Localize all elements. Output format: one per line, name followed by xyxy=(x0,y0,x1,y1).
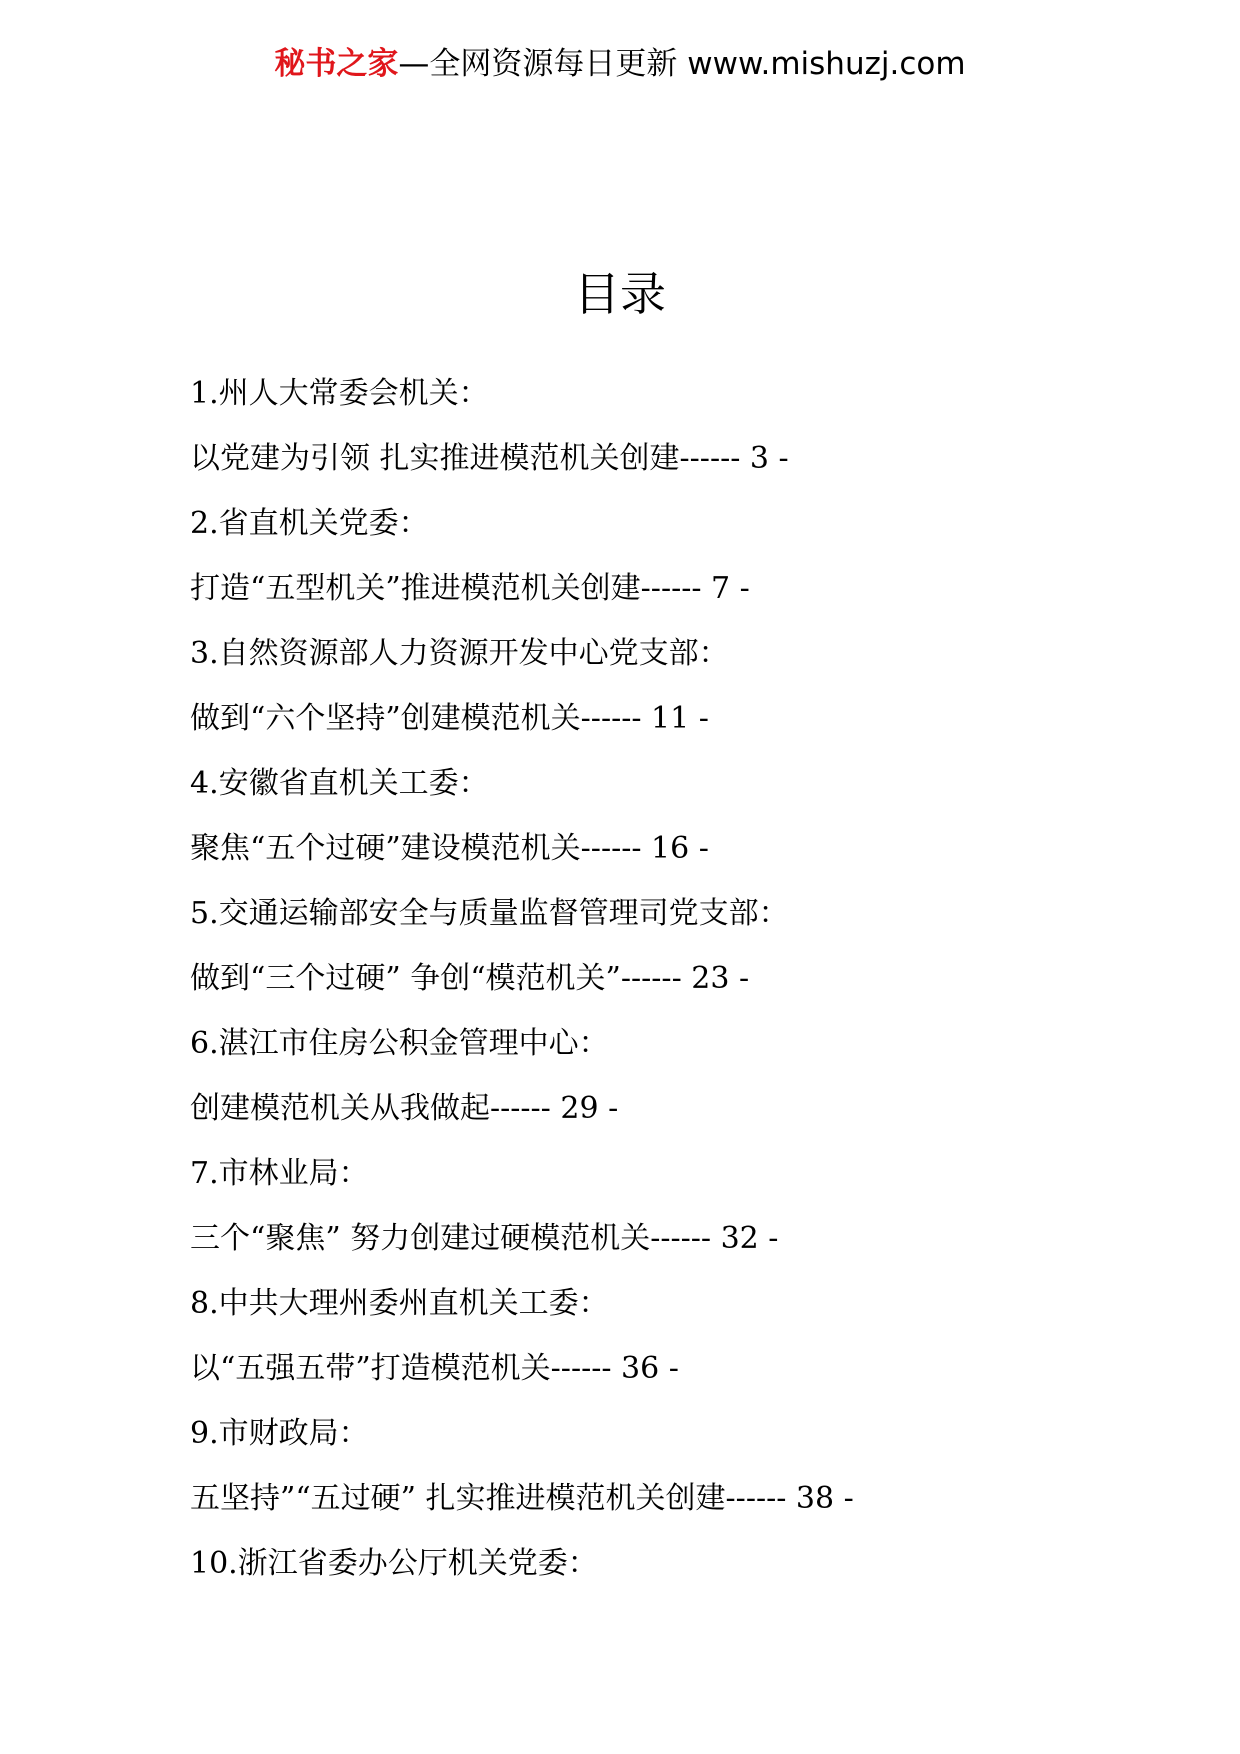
toc-org-2: 2.省直机关党委： xyxy=(190,506,429,541)
table-of-contents xyxy=(190,372,1190,1607)
toc-entry-7[interactable]: 三个“聚焦” 努力创建过硬模范机关------ 32 - xyxy=(190,1221,779,1256)
site-header xyxy=(0,42,1240,86)
toc-org-9: 9.市财政局： xyxy=(190,1416,369,1451)
toc-entry-1[interactable]: 以党建为引领 扎实推进模范机关创建------ 3 - xyxy=(190,441,789,476)
toc-org-8: 8.中共大理州委州直机关工委： xyxy=(190,1286,609,1321)
toc-org-7: 7.市林业局： xyxy=(190,1156,369,1191)
toc-org-4: 4.安徽省直机关工委： xyxy=(190,766,489,801)
toc-org-3: 3.自然资源部人力资源开发中心党支部： xyxy=(190,636,729,671)
toc-entry-2[interactable]: 打造“五型机关”推进模范机关创建------ 7 - xyxy=(190,571,750,606)
toc-org-1: 1.州人大常委会机关： xyxy=(190,376,489,411)
toc-entry-4[interactable]: 聚焦“五个过硬”建设模范机关------ 16 - xyxy=(190,831,709,866)
toc-entry-9[interactable]: 五坚持”“五过硬” 扎实推进模范机关创建------ 38 - xyxy=(190,1481,854,1516)
toc-org-10: 10.浙江省委办公厅机关党委： xyxy=(190,1546,598,1581)
page-title: 目录 xyxy=(574,267,666,321)
toc-entry-6[interactable]: 创建模范机关从我做起------ 29 - xyxy=(190,1091,619,1126)
site-tagline: —全网资源每日更新 www.mishuzj.com xyxy=(398,46,966,82)
toc-org-6: 6.湛江市住房公积金管理中心： xyxy=(190,1026,609,1061)
site-brand: 秘书之家 xyxy=(274,46,399,82)
toc-entry-3[interactable]: 做到“六个坚持”创建模范机关------ 11 - xyxy=(190,701,709,736)
toc-entry-5[interactable]: 做到“三个过硬” 争创“模范机关”------ 23 - xyxy=(190,961,750,996)
toc-entry-8[interactable]: 以“五强五带”打造模范机关------ 36 - xyxy=(190,1351,679,1386)
toc-org-5: 5.交通运输部安全与质量监督管理司党支部： xyxy=(190,896,789,931)
